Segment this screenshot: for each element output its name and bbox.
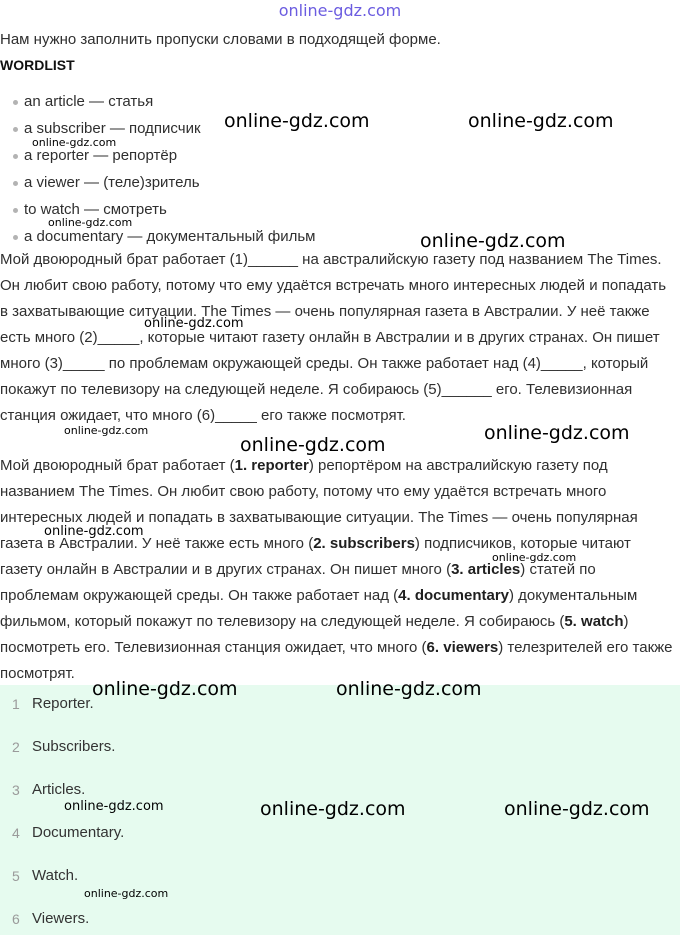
answer-value: Articles. bbox=[32, 781, 86, 798]
site-header[interactable] bbox=[0, 0, 680, 24]
answer-highlight: 4. documentary bbox=[398, 587, 510, 604]
watermark: online-gdz.com bbox=[492, 551, 577, 564]
watermark: online-gdz.com bbox=[468, 110, 614, 132]
watermark: online-gdz.com bbox=[336, 678, 482, 700]
watermark: online-gdz.com bbox=[64, 424, 149, 437]
answer-highlight: 6. viewers bbox=[426, 639, 499, 656]
answer-text-segment: ) документальным фильмом, который покажут по телевизору на следующей неделе. Я собираюсь ( bbox=[0, 587, 638, 630]
wordlist-item: to watch — смотреть bbox=[10, 197, 315, 224]
watermark: online-gdz.com bbox=[240, 434, 386, 456]
answer-number: 4 bbox=[12, 825, 20, 841]
wordlist-item: a documentary — документальный фильм bbox=[10, 224, 315, 251]
watermark: online-gdz.com bbox=[260, 798, 406, 820]
watermark: online-gdz.com bbox=[224, 110, 370, 132]
site-logo-text[interactable]: online-gdz.com bbox=[278, 1, 402, 20]
task-paragraph: Мой двоюродный брат работает (1)______ на австралийскую газету под названием The Times. Он любит свою работу, потому что ему удаётся встречать много интересных людей и попадать в захватывающие ситуации. The Times — очень популярная газета в Австралии. У неё также есть много (2)_____, которые читают газету онлайн в Австралии и в других странах. Он пишет много (3)_____ по проблемам окружающей среды. Он также работает над (4)_____, который покажут по телевизору на следующей неделе. Я собираюсь (5)______ его. Телевизионная станция ожидает, что много (6)_____ его также посмотрят. bbox=[0, 251, 667, 424]
answer-highlight: 3. articles bbox=[451, 561, 521, 578]
answer-number: 6 bbox=[12, 911, 20, 927]
answer-highlight: 2. subscribers bbox=[313, 535, 415, 552]
answer-number: 2 bbox=[12, 739, 20, 755]
answer-number: 1 bbox=[12, 696, 20, 712]
answer-value: Subscribers. bbox=[32, 738, 116, 755]
watermark: online-gdz.com bbox=[144, 316, 244, 331]
watermark: online-gdz.com bbox=[64, 799, 164, 814]
watermark: online-gdz.com bbox=[32, 136, 117, 149]
intro-text: Нам нужно заполнить пропуски словами в подходящей форме. bbox=[0, 31, 441, 48]
answer-value: Viewers. bbox=[32, 910, 90, 927]
answer-number: 5 bbox=[12, 868, 20, 884]
answer-text-segment: Мой двоюродный брат работает ( bbox=[0, 457, 235, 474]
watermark: online-gdz.com bbox=[48, 216, 133, 229]
answer-paragraph bbox=[0, 453, 676, 687]
answer-number: 3 bbox=[12, 782, 20, 798]
wordlist-item: a reporter — репортёр bbox=[10, 143, 315, 170]
answer-text-segment: ) статей по проблемам окружающей среды. Он также работает над ( bbox=[0, 561, 596, 604]
watermark: online-gdz.com bbox=[420, 230, 566, 252]
answer-text-segment: ) телезрителей его также посмотрят. bbox=[0, 639, 673, 682]
watermark: online-gdz.com bbox=[484, 422, 630, 444]
answer-text-segment: ) подписчиков, которые читают газету онлайн в Австралии и в других странах. Он пишет много ( bbox=[0, 535, 631, 578]
watermark: online-gdz.com bbox=[84, 887, 169, 900]
answer-value: Reporter. bbox=[32, 695, 94, 712]
answer-value: Watch. bbox=[32, 867, 79, 884]
watermark: online-gdz.com bbox=[504, 798, 650, 820]
answer-highlight: 5. watch bbox=[564, 613, 624, 630]
wordlist-item: a subscriber — подписчик bbox=[10, 116, 315, 143]
wordlist-item: an article — статья bbox=[10, 89, 315, 116]
wordlist-title: WORDLIST bbox=[0, 57, 75, 73]
watermark: online-gdz.com bbox=[44, 524, 144, 539]
answer-highlight: 1. reporter bbox=[234, 457, 309, 474]
watermark: online-gdz.com bbox=[92, 678, 238, 700]
answer-value: Documentary. bbox=[32, 824, 125, 841]
answer-text-segment: ) посмотреть его. Телевизионная станция ожидает, что много ( bbox=[0, 613, 629, 656]
wordlist-item: a viewer — (теле)зритель bbox=[10, 170, 315, 197]
answer-text-segment: ) репортёром на австралийскую газету под названием The Times. Он любит свою работу, потому что ему удаётся встречать много интересных людей и попадать в захватывающие ситуации. The Times — очень популярная газета в Австралии. У неё также есть много ( bbox=[0, 457, 638, 552]
